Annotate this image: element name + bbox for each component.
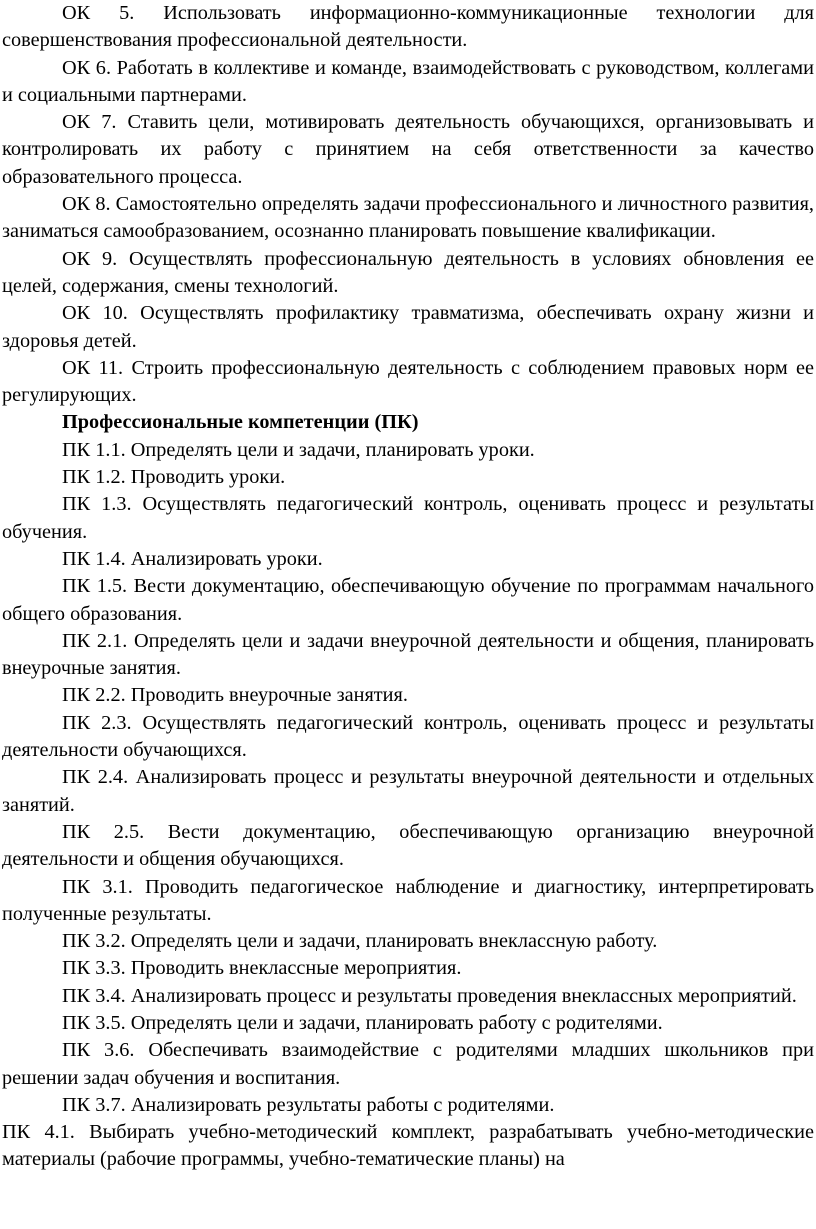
paragraph-ok11: ОК 11. Строить профессиональную деятельность с соблюдением правовых норм ее регулирующих. [2,356,814,407]
paragraph-pk1-3: ПК 1.3. Осуществлять педагогический контроль, оценивать процесс и результаты обучения. [2,493,814,543]
paragraph-ok9: ОК 9. Осуществлять профессиональную деятельность в условиях обновления ее целей, содержания, смены технологий. [2,247,814,297]
paragraph-pk2-1: ПК 2.1. Определять цели и задачи внеурочной деятельности и общения, планировать внеурочные занятия. [2,629,814,680]
paragraph-pk3-7: ПК 3.7. Анализировать результаты работы с родителями. [62,1093,555,1116]
paragraph-pk3-4: ПК 3.4. Анализировать процесс и результаты проведения внеклассных мероприятий. [62,984,797,1007]
paragraph-pk2-2: ПК 2.2. Проводить внеурочные занятия. [62,684,408,707]
paragraph-pk1-1: ПК 1.1. Определять цели и задачи, планировать уроки. [62,438,535,461]
paragraph-pk3-1: ПК 3.1. Проводить педагогическое наблюдение и диагностику, интерпретировать полученные результаты. [2,875,814,925]
paragraph-pk2-4: ПК 2.4. Анализировать процесс и результаты внеурочной деятельности и отдельных занятий. [2,766,814,816]
paragraph-pk2-3: ПК 2.3. Осуществлять педагогический контроль, оценивать процесс и результаты деятельности обучающихся. [2,711,814,762]
paragraph-ok8: ОК 8. Самостоятельно определять задачи профессионального и личностного развития, заниматься самообразованием, осознанно планировать повышение квалификации. [2,193,814,243]
paragraph-ok7: ОК 7. Ставить цели, мотивировать деятельность обучающихся, организовывать и контролировать их работу с принятием на себя ответственности за качество образовательного процесса. [2,111,814,188]
paragraph-pk2-5: ПК 2.5. Вести документацию, обеспечивающую организацию внеурочной деятельности и общения обучающихся. [2,820,814,871]
section-heading-pk: Профессиональные компетенции (ПК) [62,411,419,434]
paragraph-ok10: ОК 10. Осуществлять профилактику травматизма, обеспечивать охрану жизни и здоровья детей. [2,302,814,352]
paragraph-pk1-5: ПК 1.5. Вести документацию, обеспечивающую обучение по программам начального общего образования. [2,575,814,625]
paragraph-pk3-3: ПК 3.3. Проводить внеклассные мероприятия. [62,957,462,980]
paragraph-pk1-2: ПК 1.2. Проводить уроки. [62,466,286,489]
paragraph-pk3-5: ПК 3.5. Определять цели и задачи, планировать работу с родителями. [62,1011,663,1034]
paragraph-pk3-6: ПК 3.6. Обеспечивать взаимодействие с родителями младших школьников при решении задач обучения и воспитания. [2,1039,814,1089]
paragraph-ok5: ОК 5. Использовать информационно-коммуникационные технологии для совершенствования профессиональной деятельности. [2,2,814,52]
paragraph-ok6: ОК 6. Работать в коллективе и команде, взаимодействовать с руководством, коллегами и социальными партнерами. [2,56,814,106]
paragraph-pk4-1: ПК 4.1. Выбирать учебно-методический комплект, разрабатывать учебно-методические материалы (рабочие программы, учебно-тематические планы) на [2,1121,814,1171]
paragraph-pk3-2: ПК 3.2. Определять цели и задачи, планировать внеклассную работу. [62,930,658,953]
paragraph-pk1-4: ПК 1.4. Анализировать уроки. [62,547,323,570]
